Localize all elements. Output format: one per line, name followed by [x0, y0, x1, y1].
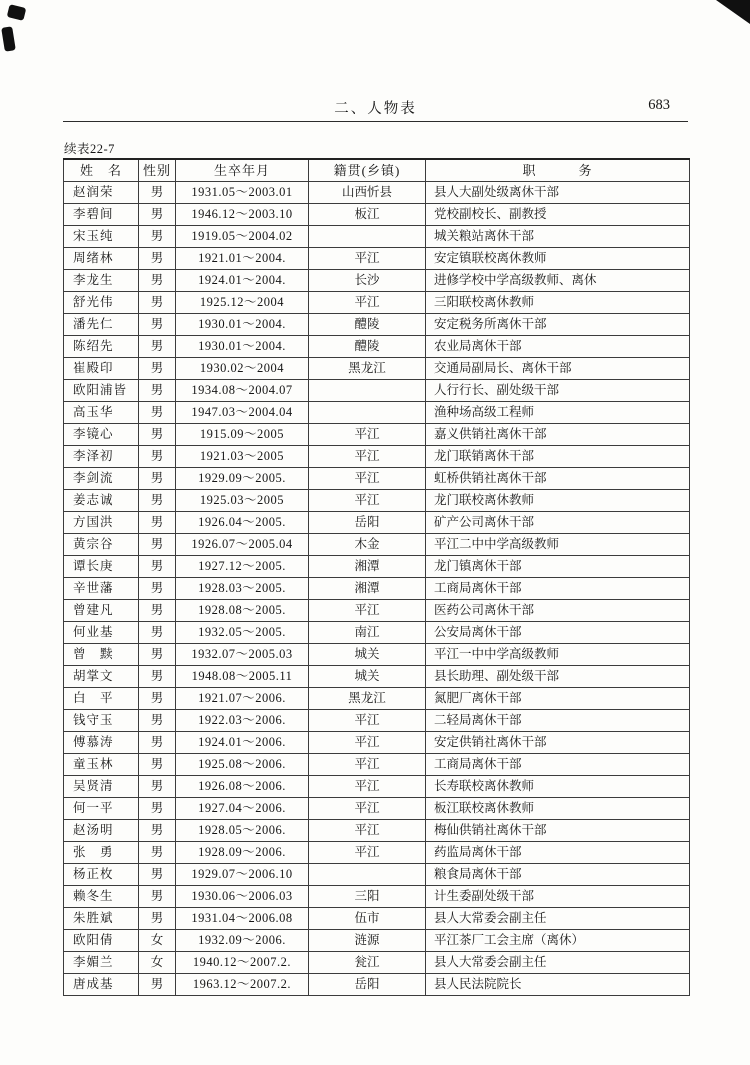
cell-position: 龙门联校离休教师 [426, 490, 690, 512]
cell-birthplace: 平江 [309, 446, 426, 468]
cell-gender: 男 [139, 600, 176, 622]
cell-birthplace: 岳阳 [309, 512, 426, 534]
table-row [64, 270, 690, 292]
table-row [64, 512, 690, 534]
table-row [64, 226, 690, 248]
table-row [64, 292, 690, 314]
running-head [63, 97, 688, 118]
cell-gender: 男 [139, 336, 176, 358]
cell-name: 黄宗谷 [64, 534, 139, 556]
cell-birthplace: 平江 [309, 732, 426, 754]
cell-birthplace: 山西忻县 [309, 182, 426, 204]
cell-position: 矿产公司离休干部 [426, 512, 690, 534]
cell-name: 李剑流 [64, 468, 139, 490]
cell-dates: 1948.08～2005.11 [176, 666, 309, 688]
cell-dates: 1921.03～2005 [176, 446, 309, 468]
cell-dates: 1925.03～2005 [176, 490, 309, 512]
cell-gender: 男 [139, 622, 176, 644]
cell-birthplace [309, 226, 426, 248]
cell-name: 李媚兰 [64, 952, 139, 974]
cell-position: 人行行长、副处级干部 [426, 380, 690, 402]
table-row [64, 380, 690, 402]
cell-gender: 男 [139, 776, 176, 798]
cell-gender: 男 [139, 886, 176, 908]
table-row [64, 622, 690, 644]
cell-dates: 1930.06～2006.03 [176, 886, 309, 908]
cell-dates: 1946.12～2003.10 [176, 204, 309, 226]
table-body [64, 182, 690, 996]
cell-dates: 1921.07～2006. [176, 688, 309, 710]
cell-dates: 1922.03～2006. [176, 710, 309, 732]
cell-gender: 男 [139, 578, 176, 600]
table-row [64, 974, 690, 996]
cell-birthplace: 伍市 [309, 908, 426, 930]
cell-dates: 1940.12～2007.2. [176, 952, 309, 974]
cell-name: 吴贤清 [64, 776, 139, 798]
header-cell-gender: 性别 [139, 159, 176, 182]
cell-gender: 男 [139, 424, 176, 446]
table-row [64, 534, 690, 556]
cell-gender: 男 [139, 688, 176, 710]
cell-position: 药监局离休干部 [426, 842, 690, 864]
header-rule [63, 121, 688, 122]
cell-position: 渔种场高级工程师 [426, 402, 690, 424]
cell-birthplace: 平江 [309, 600, 426, 622]
cell-birthplace: 瓮江 [309, 952, 426, 974]
cell-dates: 1963.12～2007.2. [176, 974, 309, 996]
cell-position: 氮肥厂离休干部 [426, 688, 690, 710]
cell-dates: 1925.12～2004 [176, 292, 309, 314]
cell-gender: 男 [139, 182, 176, 204]
table-row [64, 732, 690, 754]
page-number: 683 [648, 97, 670, 113]
cell-birthplace: 平江 [309, 754, 426, 776]
cell-dates: 1931.04～2006.08 [176, 908, 309, 930]
cell-name: 高玉华 [64, 402, 139, 424]
cell-name: 赵汤明 [64, 820, 139, 842]
table-row [64, 182, 690, 204]
cell-name: 欧阳浦皆 [64, 380, 139, 402]
table-row [64, 688, 690, 710]
cell-position: 龙门联销离休干部 [426, 446, 690, 468]
cell-name: 钱守玉 [64, 710, 139, 732]
cell-position: 计生委副处级干部 [426, 886, 690, 908]
cell-dates: 1947.03～2004.04 [176, 402, 309, 424]
cell-birthplace: 平江 [309, 468, 426, 490]
cell-position: 县人民法院院长 [426, 974, 690, 996]
cell-name: 张 勇 [64, 842, 139, 864]
cell-position: 嘉义供销社离休干部 [426, 424, 690, 446]
table-row [64, 710, 690, 732]
cell-position: 平江二中中学高级教师 [426, 534, 690, 556]
cell-dates: 1932.05～2005. [176, 622, 309, 644]
cell-dates: 1932.09～2006. [176, 930, 309, 952]
cell-gender: 男 [139, 754, 176, 776]
table-row [64, 908, 690, 930]
scan-artifact [716, 0, 750, 24]
cell-dates: 1926.07～2005.04 [176, 534, 309, 556]
table-row [64, 886, 690, 908]
cell-gender: 男 [139, 402, 176, 424]
cell-position: 县人大副处级离休干部 [426, 182, 690, 204]
cell-gender: 男 [139, 864, 176, 886]
cell-position: 二轻局离休干部 [426, 710, 690, 732]
table-header-row [64, 159, 690, 182]
table-row [64, 446, 690, 468]
table-row [64, 842, 690, 864]
cell-name: 李碧间 [64, 204, 139, 226]
cell-birthplace [309, 402, 426, 424]
cell-gender: 男 [139, 314, 176, 336]
cell-gender: 男 [139, 248, 176, 270]
cell-gender: 男 [139, 556, 176, 578]
table-row [64, 204, 690, 226]
cell-position: 安定税务所离休干部 [426, 314, 690, 336]
cell-gender: 男 [139, 270, 176, 292]
cell-name: 何一平 [64, 798, 139, 820]
cell-dates: 1924.01～2004. [176, 270, 309, 292]
cell-name: 曾 黩 [64, 644, 139, 666]
header-cell-birthplace: 籍贯(乡镇) [309, 159, 426, 182]
cell-name: 赵润荣 [64, 182, 139, 204]
cell-birthplace: 平江 [309, 820, 426, 842]
cell-position: 城关粮站离休干部 [426, 226, 690, 248]
cell-name: 方国洪 [64, 512, 139, 534]
cell-name: 欧阳倩 [64, 930, 139, 952]
cell-dates: 1930.01～2004. [176, 314, 309, 336]
cell-dates: 1930.01～2004. [176, 336, 309, 358]
cell-position: 三阳联校离休教师 [426, 292, 690, 314]
cell-gender: 男 [139, 446, 176, 468]
header-cell-dates: 生卒年月 [176, 159, 309, 182]
cell-birthplace: 醴陵 [309, 336, 426, 358]
cell-name: 傅慕涛 [64, 732, 139, 754]
table-row [64, 666, 690, 688]
header-cell-name: 姓 名 [64, 159, 139, 182]
cell-birthplace: 木金 [309, 534, 426, 556]
page-title: 二、人物表 [334, 101, 417, 117]
cell-name: 陈绍先 [64, 336, 139, 358]
cell-birthplace: 平江 [309, 248, 426, 270]
table-row [64, 600, 690, 622]
cell-birthplace: 黑龙江 [309, 688, 426, 710]
cell-gender: 男 [139, 732, 176, 754]
cell-gender: 男 [139, 908, 176, 930]
cell-gender: 男 [139, 358, 176, 380]
table-row [64, 776, 690, 798]
cell-dates: 1921.01～2004. [176, 248, 309, 270]
cell-birthplace [309, 380, 426, 402]
table-row [64, 468, 690, 490]
cell-dates: 1925.08～2006. [176, 754, 309, 776]
cell-name: 胡掌文 [64, 666, 139, 688]
cell-position: 虹桥供销社离休干部 [426, 468, 690, 490]
table-row [64, 578, 690, 600]
cell-position: 平江茶厂工会主席（离休） [426, 930, 690, 952]
cell-position: 进修学校中学高级教师、离休 [426, 270, 690, 292]
cell-birthplace: 黑龙江 [309, 358, 426, 380]
cell-position: 县人大常委会副主任 [426, 952, 690, 974]
cell-name: 宋玉纯 [64, 226, 139, 248]
cell-birthplace: 平江 [309, 424, 426, 446]
cell-birthplace: 平江 [309, 710, 426, 732]
cell-name: 曾建凡 [64, 600, 139, 622]
cell-position: 农业局离休干部 [426, 336, 690, 358]
cell-gender: 男 [139, 710, 176, 732]
cell-name: 李龙生 [64, 270, 139, 292]
cell-position: 县人大常委会副主任 [426, 908, 690, 930]
cell-position: 工商局离休干部 [426, 578, 690, 600]
cell-position: 交通局副局长、离休干部 [426, 358, 690, 380]
cell-name: 崔殿印 [64, 358, 139, 380]
cell-name: 杨正枚 [64, 864, 139, 886]
cell-birthplace: 长沙 [309, 270, 426, 292]
cell-gender: 男 [139, 666, 176, 688]
table-row [64, 248, 690, 270]
cell-gender: 男 [139, 842, 176, 864]
cell-position: 粮食局离休干部 [426, 864, 690, 886]
cell-birthplace: 平江 [309, 292, 426, 314]
cell-name: 何业基 [64, 622, 139, 644]
cell-name: 唐成基 [64, 974, 139, 996]
cell-birthplace: 湘潭 [309, 578, 426, 600]
cell-dates: 1926.08～2006. [176, 776, 309, 798]
cell-gender: 男 [139, 490, 176, 512]
cell-gender: 男 [139, 512, 176, 534]
cell-name: 童玉林 [64, 754, 139, 776]
cell-birthplace: 岳阳 [309, 974, 426, 996]
cell-birthplace: 涟源 [309, 930, 426, 952]
cell-position: 安定镇联校离休教师 [426, 248, 690, 270]
scan-artifact [1, 26, 16, 51]
table-row [64, 314, 690, 336]
cell-position: 板江联校离休教师 [426, 798, 690, 820]
cell-gender: 男 [139, 292, 176, 314]
cell-gender: 男 [139, 380, 176, 402]
cell-position: 长寿联校离休教师 [426, 776, 690, 798]
cell-name: 舒光伟 [64, 292, 139, 314]
table-row [64, 336, 690, 358]
cell-gender: 男 [139, 798, 176, 820]
cell-gender: 男 [139, 468, 176, 490]
cell-birthplace: 南江 [309, 622, 426, 644]
cell-name: 辛世藩 [64, 578, 139, 600]
table-row [64, 402, 690, 424]
cell-name: 潘先仁 [64, 314, 139, 336]
cell-gender: 男 [139, 204, 176, 226]
cell-position: 医药公司离休干部 [426, 600, 690, 622]
table-row [64, 864, 690, 886]
cell-dates: 1929.07～2006.10 [176, 864, 309, 886]
cell-birthplace: 平江 [309, 490, 426, 512]
table-row [64, 820, 690, 842]
table-row [64, 952, 690, 974]
table-row [64, 358, 690, 380]
cell-dates: 1915.09～2005 [176, 424, 309, 446]
cell-gender: 男 [139, 974, 176, 996]
table-row [64, 754, 690, 776]
cell-birthplace [309, 864, 426, 886]
cell-gender: 男 [139, 820, 176, 842]
table-row [64, 424, 690, 446]
cell-dates: 1931.05～2003.01 [176, 182, 309, 204]
cell-name: 李镜心 [64, 424, 139, 446]
cell-gender: 女 [139, 952, 176, 974]
cell-position: 县长助理、副处级干部 [426, 666, 690, 688]
cell-name: 周绪林 [64, 248, 139, 270]
cell-name: 姜志诚 [64, 490, 139, 512]
table-row [64, 490, 690, 512]
table-row [64, 644, 690, 666]
cell-dates: 1926.04～2005. [176, 512, 309, 534]
cell-dates: 1928.09～2006. [176, 842, 309, 864]
cell-gender: 男 [139, 534, 176, 556]
cell-birthplace: 城关 [309, 666, 426, 688]
table-row [64, 930, 690, 952]
cell-position: 公安局离休干部 [426, 622, 690, 644]
table-caption: 续表22-7 [64, 142, 115, 156]
cell-dates: 1928.08～2005. [176, 600, 309, 622]
cell-birthplace: 湘潭 [309, 556, 426, 578]
cell-dates: 1929.09～2005. [176, 468, 309, 490]
cell-birthplace: 城关 [309, 644, 426, 666]
cell-birthplace: 板江 [309, 204, 426, 226]
table-row [64, 556, 690, 578]
cell-position: 梅仙供销社离休干部 [426, 820, 690, 842]
scan-artifact [7, 4, 27, 21]
cell-position: 平江一中中学高级教师 [426, 644, 690, 666]
cell-dates: 1928.05～2006. [176, 820, 309, 842]
cell-birthplace: 平江 [309, 776, 426, 798]
header-cell-position: 职 务 [426, 159, 690, 182]
biographies-table [63, 158, 690, 996]
cell-birthplace: 平江 [309, 798, 426, 820]
cell-gender: 女 [139, 930, 176, 952]
cell-dates: 1919.05～2004.02 [176, 226, 309, 248]
cell-dates: 1934.08～2004.07 [176, 380, 309, 402]
cell-name: 白 平 [64, 688, 139, 710]
cell-name: 朱胜斌 [64, 908, 139, 930]
cell-dates: 1927.04～2006. [176, 798, 309, 820]
cell-position: 安定供销社离休干部 [426, 732, 690, 754]
cell-dates: 1924.01～2006. [176, 732, 309, 754]
cell-dates: 1928.03～2005. [176, 578, 309, 600]
cell-position: 龙门镇离休干部 [426, 556, 690, 578]
cell-birthplace: 三阳 [309, 886, 426, 908]
table-row [64, 798, 690, 820]
cell-birthplace: 平江 [309, 842, 426, 864]
cell-position: 工商局离休干部 [426, 754, 690, 776]
cell-position: 党校副校长、副教授 [426, 204, 690, 226]
cell-name: 李泽初 [64, 446, 139, 468]
cell-birthplace: 醴陵 [309, 314, 426, 336]
cell-dates: 1927.12～2005. [176, 556, 309, 578]
cell-dates: 1930.02～2004 [176, 358, 309, 380]
cell-gender: 男 [139, 226, 176, 248]
cell-gender: 男 [139, 644, 176, 666]
cell-name: 赖冬生 [64, 886, 139, 908]
cell-name: 谭长庚 [64, 556, 139, 578]
cell-dates: 1932.07～2005.03 [176, 644, 309, 666]
